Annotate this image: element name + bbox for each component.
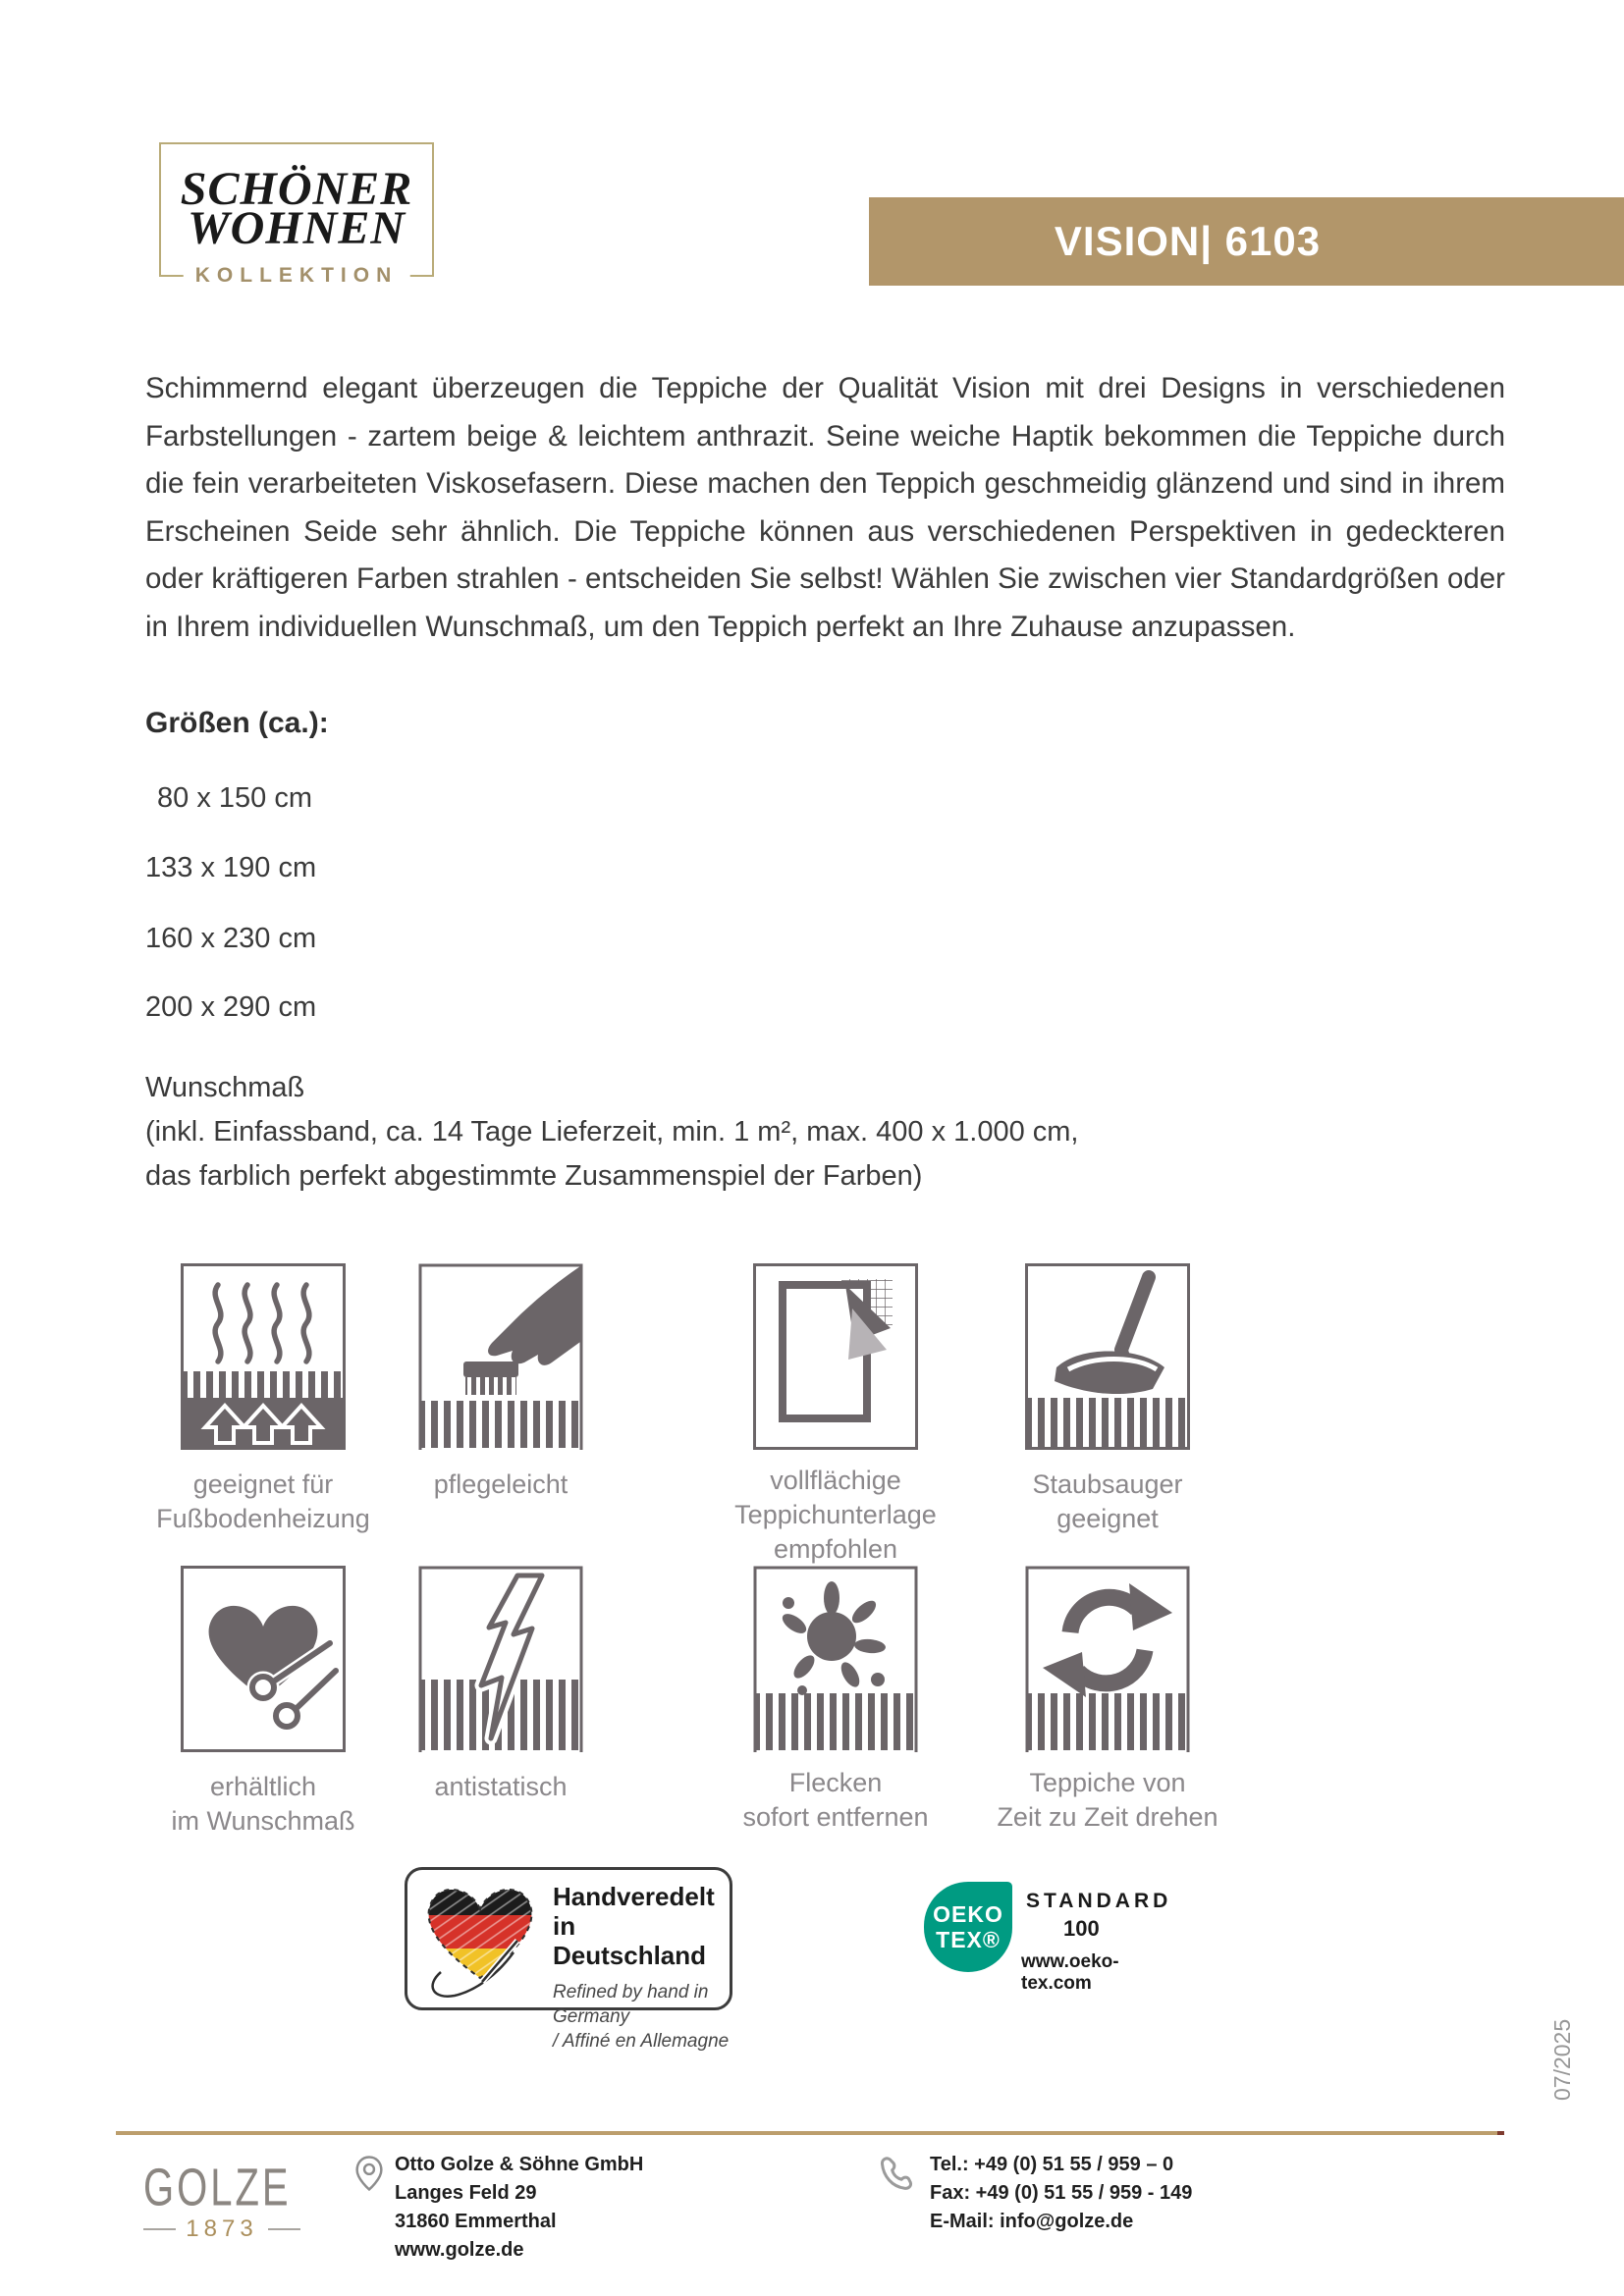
footer-divider-tip [1497, 2131, 1504, 2135]
feature-caption-line: geeignet [1056, 1504, 1159, 1533]
address-line: Langes Feld 29 [395, 2182, 537, 2204]
sizes-heading: Größen (ca.): [145, 707, 329, 739]
oekotex-standard-label: STANDARD [1026, 1890, 1172, 1912]
oekotex-badge [924, 1882, 1179, 1994]
feature-easy-care [373, 1263, 628, 1502]
edition-label: 07/2025 [1549, 2018, 1575, 2101]
phone-icon [874, 2152, 917, 2195]
intro-paragraph: Schimmernd elegant überzeugen die Teppiche der Qualität Vision mit drei Designs in verschiedenen Farbstellungen - zartem beige & leichtem anthrazit. Seine weiche Haptik bekommen die Teppiche durch die fein verarbeiteten Viskosefasern. Diese machen den Teppich geschmeidig glänzend und sind in ihrem Erscheinen Seide sehr ähnlich. Die Teppiche können aus verschiedenen Perspektiven in gedeckteren oder kräftigeren Farben strahlen - entscheiden Sie selbst! Wählen Sie zwischen vier Standardgrößen oder in Ihrem individuellen Wunschmaß, um den Teppich perfekt an Ihre Zuhause anzupassen. [145, 372, 1505, 643]
feature-caption-line: empfohlen [773, 1534, 898, 1564]
handmade-title-line1: Handveredelt [553, 1882, 715, 1911]
feature-caption-line: pflegeleicht [433, 1469, 568, 1499]
oekotex-word1: OEKO [933, 1901, 1003, 1927]
feature-custom-size [135, 1566, 391, 1839]
address-line: www.golze.de [395, 2239, 524, 2261]
feature-caption-line: erhältlich [209, 1772, 317, 1801]
handmade-title-line2: in Deutschland [553, 1911, 707, 1970]
feature-caption-line: Flecken [788, 1768, 883, 1797]
golze-year: 1873 [186, 2216, 258, 2242]
rotate-arrows-icon [1025, 1566, 1190, 1752]
golze-logo: GOLZE [143, 2159, 292, 2217]
oekotex-url: www.oeko-tex.com [1021, 1951, 1119, 1994]
easy-care-icon [418, 1263, 583, 1450]
feature-caption-line: Staubsauger [1032, 1469, 1183, 1499]
heart-scissors-icon [181, 1566, 346, 1752]
page-title: VISION| 6103 [1054, 218, 1322, 264]
feature-caption-line: Zeit zu Zeit drehen [997, 1802, 1218, 1832]
address-line: 31860 Emmerthal [395, 2211, 557, 2232]
golze-year-row [143, 2216, 300, 2243]
feature-caption-line: sofort entfernen [742, 1802, 929, 1832]
oekotex-leaf-icon [924, 1882, 1012, 1972]
oekotex-word2: TEX® [936, 1927, 1001, 1952]
feature-stains [708, 1566, 963, 1835]
contact-line: Fax: +49 (0) 51 55 / 959 - 149 [930, 2182, 1193, 2204]
feature-caption-line: Teppichunterlage [734, 1500, 937, 1529]
custom-size-title: Wunschmaß [145, 1072, 305, 1103]
location-pin-icon [355, 2155, 383, 2192]
size-item: 200 x 290 cm [145, 991, 317, 1023]
logo-line-2: WOHNEN [187, 202, 406, 254]
title-banner [869, 197, 1624, 286]
feature-antistatic [373, 1566, 628, 1804]
feature-rotate [980, 1566, 1235, 1835]
feature-caption-line: vollflächige [770, 1466, 901, 1495]
address-line: Otto Golze & Söhne GmbH [395, 2154, 644, 2175]
german-flag-heart-icon [411, 1872, 549, 2003]
floor-heating-icon [181, 1263, 346, 1450]
size-item: 160 x 230 cm [145, 923, 317, 954]
custom-size-note-line1: (inkl. Einfassband, ca. 14 Tage Lieferzeit, min. 1 m², max. 400 x 1.000 cm, [145, 1116, 1079, 1148]
lightning-icon [418, 1566, 583, 1752]
handmade-badge [405, 1867, 732, 2052]
handmade-subtitle-line2: / Affiné en Allemagne [553, 2031, 730, 2052]
feature-caption-line: antistatisch [434, 1772, 568, 1801]
feature-underlay [708, 1263, 963, 1567]
feature-caption-line: geeignet für [192, 1469, 334, 1499]
contact-line: E-Mail: info@golze.de [930, 2211, 1134, 2232]
feature-caption-line: Fußbodenheizung [156, 1504, 370, 1533]
size-item: 133 x 190 cm [145, 852, 317, 883]
oekotex-number: 100 [1063, 1916, 1100, 1941]
footer-divider [116, 2131, 1504, 2135]
contact-line: Tel.: +49 (0) 51 55 / 959 – 0 [930, 2154, 1174, 2175]
logo-line-1: SCHÖNER [180, 163, 413, 215]
stain-splash-icon [753, 1566, 918, 1752]
feature-floor-heating [135, 1263, 391, 1536]
handmade-subtitle-line1: Refined by hand in Germany [553, 1982, 709, 2027]
logo-kollektion-label: KOLLEKTION [184, 264, 410, 288]
year-rule-right [268, 2228, 300, 2230]
size-item: 80 x 150 cm [157, 782, 312, 814]
carpet-underlay-icon [753, 1263, 918, 1450]
vacuum-icon [1025, 1263, 1190, 1450]
feature-vacuum [980, 1263, 1235, 1536]
year-rule-left [143, 2228, 176, 2230]
feature-caption-line: im Wunschmaß [171, 1806, 355, 1836]
feature-caption-line: Teppiche von [1029, 1768, 1186, 1797]
schoener-wohnen-logo [159, 142, 434, 287]
custom-size-note-line2: das farblich perfekt abgestimmte Zusammenspiel der Farben) [145, 1160, 923, 1192]
